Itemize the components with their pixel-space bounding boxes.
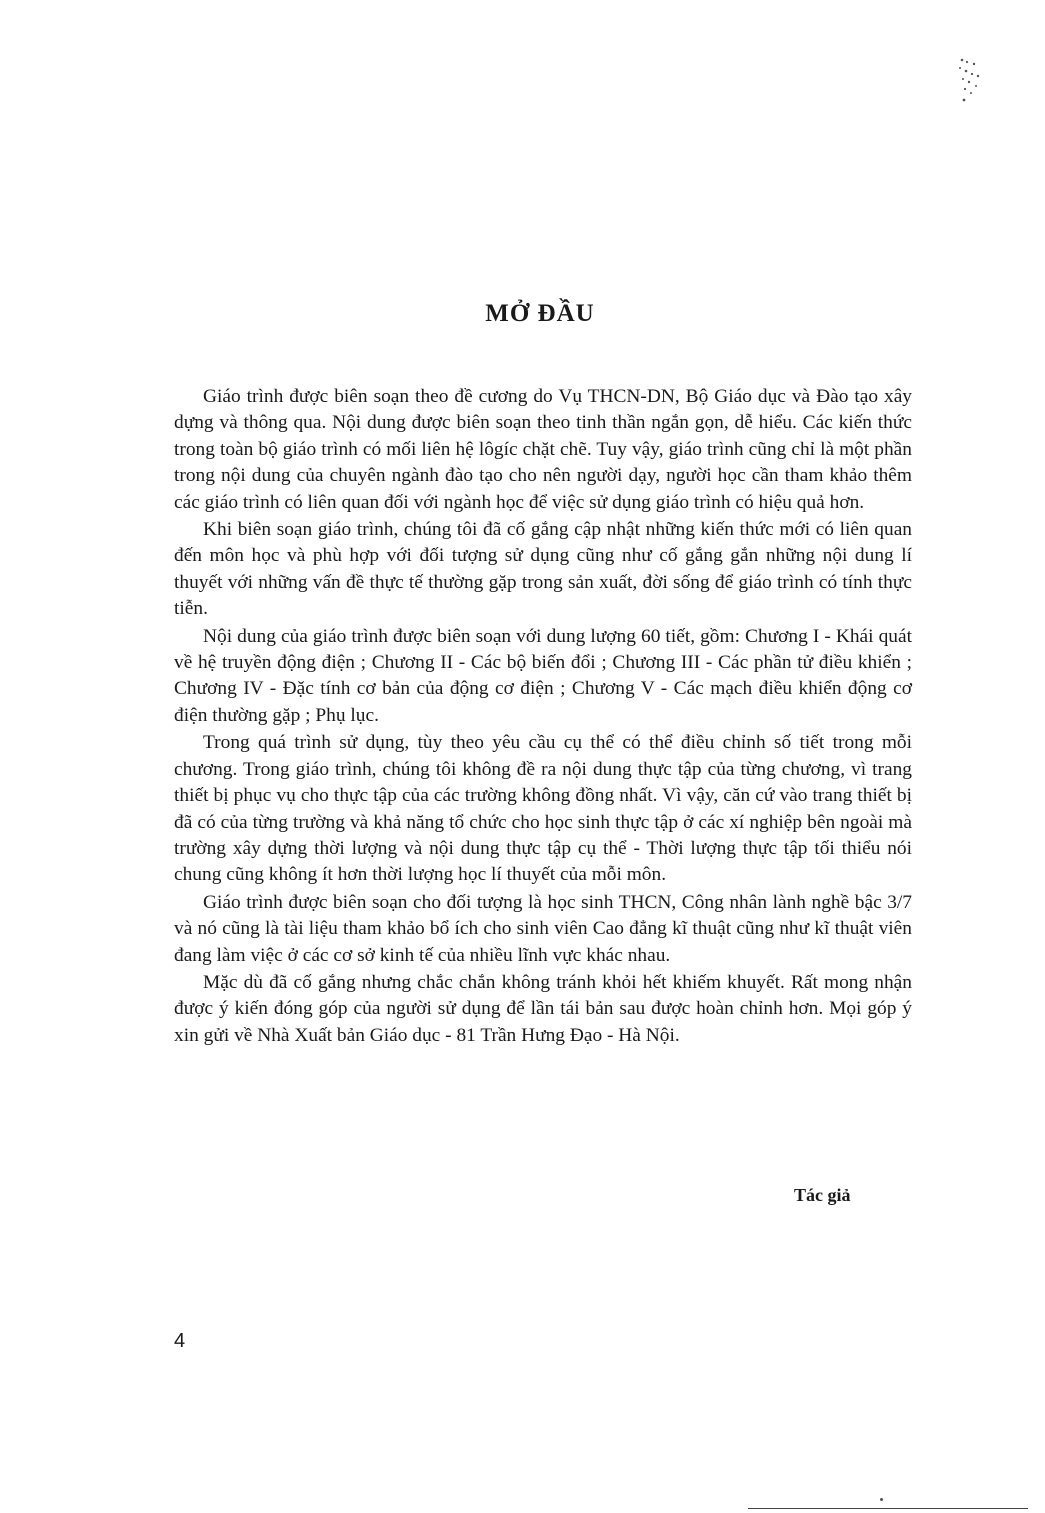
bottom-rule	[748, 1508, 1028, 1509]
paragraph: Giáo trình được biên soạn theo đề cương do Vụ THCN-DN, Bộ Giáo dục và Đào tạo xây dựng và thông qua. Nội dung được biên soạn theo tinh thần ngắn gọn, dễ hiểu. Các kiến thức trong toàn bộ giáo trình có mối liên hệ lôgíc chặt chẽ. Tuy vậy, giáo trình cũng chỉ là một phần trong nội dung của chuyên ngành đào tạo cho nên người dạy, người học cần tham khảo thêm các giáo trình có liên quan đối với ngành học để việc sử dụng giáo trình có hiệu quả hơn.	[174, 386, 912, 513]
page-title: MỞ ĐẦU	[485, 300, 595, 327]
paragraph: Giáo trình được biên soạn cho đối tượng là học sinh THCN, Công nhân lành nghề bậc 3/7 và nó cũng là tài liệu tham khảo bổ ích cho sinh viên Cao đẳng kĩ thuật cũng như kĩ thuật viên đang làm việc ở các cơ sở kinh tế của nhiều lĩnh vực khác nhau.	[174, 891, 912, 966]
paragraph: Mặc dù đã cố gắng nhưng chắc chắn không tránh khỏi hết khiếm khuyết. Rất mong nhận được ý kiến đóng góp của người sử dụng để lần tái bản sau được hoàn chỉnh hơn. Mọi góp ý xin gửi về Nhà Xuất bản Giáo dục - 81 Trần Hưng Đạo - Hà Nội.	[174, 971, 912, 1046]
paragraph: Trong quá trình sử dụng, tùy theo yêu cầu cụ thể có thể điều chỉnh số tiết trong mỗi chương. Trong giáo trình, chúng tôi không đề ra nội dung thực tập của từng chương, vì trang thiết bị phục vụ cho thực tập của các trường không đồng nhất. Vì vậy, căn cứ vào trang thiết bị đã có của từng trường và khả năng tổ chức cho học sinh thực tập ở các xí nghiệp bên ngoài mà trường xây dựng thời lượng và nội dung thực tập cụ thể - Thời lượng thực tập tối thiểu nói chung cũng không ít hơn thời lượng học lí thuyết của mỗi môn.	[174, 732, 912, 886]
page-number: 4	[174, 1330, 186, 1352]
author-signature: Tác giả	[794, 1185, 851, 1205]
paragraph: Khi biên soạn giáo trình, chúng tôi đã cố gắng cập nhật những kiến thức mới có liên quan đến môn học và phù hợp với đối tượng sử dụng cũng như cố gắng gắn những nội dung lí thuyết với những vấn đề thực tế thường gặp trong sản xuất, đời sống để giáo trình có tính thực tiễn.	[174, 519, 912, 620]
scan-speck	[880, 1498, 883, 1501]
paragraph: Nội dung của giáo trình được biên soạn với dung lượng 60 tiết, gồm: Chương I - Khái quát về hệ truyền động điện ; Chương II - Các bộ biến đổi ; Chương III - Các phần tử điều khiển ; Chương IV - Đặc tính cơ bản của động cơ điện ; Chương V - Các mạch điều khiển động cơ điện thường gặp ; Phụ lục.	[174, 625, 912, 726]
body-text	[174, 384, 912, 1050]
corner-stamp-mark	[952, 56, 986, 106]
